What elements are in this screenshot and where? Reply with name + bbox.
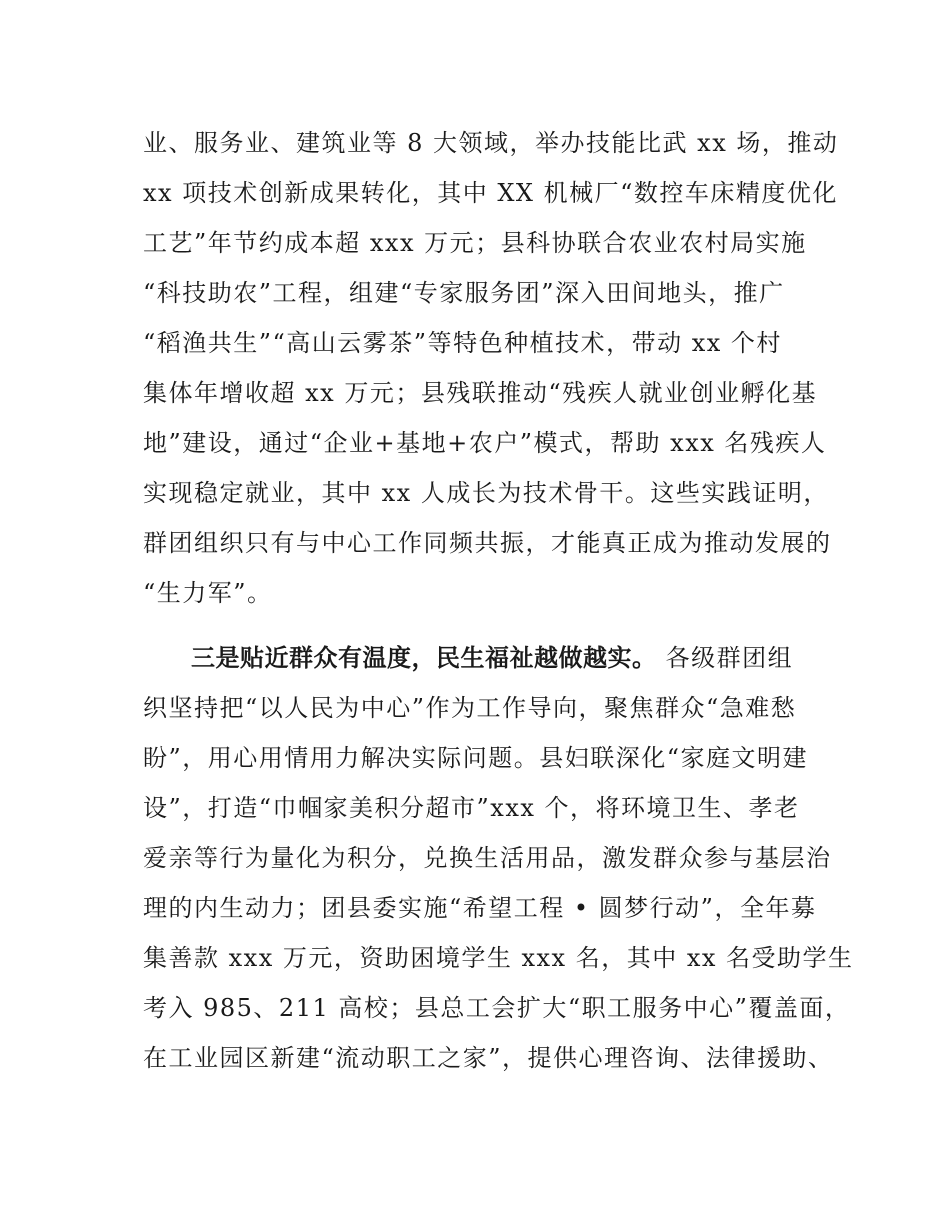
paragraph-text: 各级群团组 [665,644,794,672]
paragraph-line: 工艺”年节约成本超 xxx 万元；县科协联合农业农村局实施 [143,229,807,257]
paragraph-line: 集善款 xxx 万元，资助困境学生 xxx 名，其中 xx 名受助学生 [143,944,854,972]
paragraph-line: “稻渔共生”“高山云雾茶”等特色种植技术，带动 xx 个村 [143,329,782,357]
paragraph-line: 实现稳定就业，其中 xx 人成长为技术骨干。这些实践证明， [143,479,829,507]
paragraph-line: xx 项技术创新成果转化，其中 XX 机械厂“数控车床精度优化 [143,179,838,207]
paragraph-line: 设”，打造“巾帼家美积分超市”xxx 个，将环境卫生、孝老 [143,794,800,822]
section-heading: 三是贴近群众有温度，民生福祉越做越实。 [191,644,657,672]
paragraph-line: 盼”，用心用情用力解决实际问题。县妇联深化“家庭文明建 [143,744,809,772]
paragraph-line: 地”建设，通过“企业+基地+农户”模式，帮助 xxx 名残疾人 [143,429,827,457]
paragraph-line: “生力军”。 [143,579,273,607]
paragraph-line: 集体年增收超 xx 万元；县残联推动“残疾人就业创业孵化基 [143,379,818,407]
paragraph-line: 理的内生动力；团县委实施“希望工程 • 圆梦行动”，全年募 [143,894,817,922]
paragraph-first-line [191,642,793,674]
paragraph-line: 业、服务业、建筑业等 8 大领域，举办技能比武 xx 场，推动 [143,129,839,157]
paragraph-line: 群团组织只有与中心工作同频共振，才能真正成为推动发展的 [143,529,832,557]
paragraph-line: 织坚持把“以人民为中心”作为工作导向，聚焦群众“急难愁 [143,694,797,722]
paragraph-line: “科技助农”工程，组建“专家服务团”深入田间地头，推广 [143,279,785,307]
paragraph-line: 在工业园区新建“流动职工之家”，提供心理咨询、法律援助、 [143,1044,834,1072]
paragraph-line: 考入 985、211 高校；县总工会扩大“职工服务中心”覆盖面， [143,994,851,1022]
paragraph-line: 爱亲等行为量化为积分，兑换生活用品，激发群众参与基层治 [143,844,832,872]
